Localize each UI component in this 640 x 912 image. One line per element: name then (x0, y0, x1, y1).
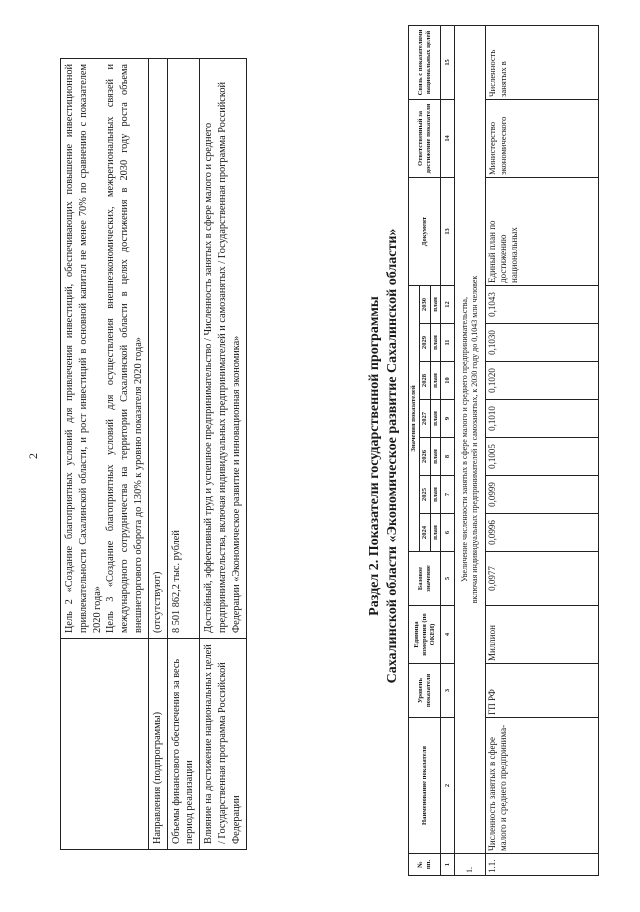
header-values-group: Значения показателей (409, 285, 420, 551)
page-number: 2 (26, 453, 40, 459)
header-level: Уровень показателя (409, 664, 441, 718)
financing-value: 8 501 862,2 тыс. рублей (167, 59, 200, 639)
section-title-line-2: Сахалинской области «Экономическое развитие Сахалинской области» (384, 228, 400, 684)
col-number: 15 (441, 25, 455, 99)
indicator-responsible: Министерство экономического (486, 99, 599, 177)
header-plan: план (430, 514, 441, 552)
header-year: 2024 (419, 514, 430, 552)
header-base: Базовое значение (409, 552, 441, 606)
subsection-text-line-2: включая индивидуальных предпринимателей и самозанятых, к 2030 году до 0,1043 млн человек (470, 275, 480, 604)
col-number: 7 (441, 476, 455, 514)
col-number: 3 (441, 664, 455, 718)
col-number: 12 (441, 285, 455, 323)
header-year: 2027 (419, 400, 430, 438)
goal-2-text: Цель 2 «Создание благоприятных условий для привлечения инвестиций, обеспечивающих повышение инвестиционной привлекательности Сахалинской области, и рост инвестиций в основной капитал не менее 70% по сравнению с показателем 2020 года» (64, 64, 103, 633)
subsection-text (455, 25, 486, 853)
indicator-row (486, 25, 599, 875)
directions-row (148, 59, 167, 850)
col-number: 8 (441, 438, 455, 476)
goals-label-cell (61, 639, 149, 850)
indicator-base: 0,0977 (486, 552, 599, 606)
financing-label: Объемы финансового обеспечения за весь период реализации (167, 639, 200, 850)
header-plan: план (430, 476, 441, 514)
indicator-value: 0,0996 (486, 514, 599, 552)
subsection-row (455, 25, 486, 875)
financing-row (167, 59, 200, 850)
header-year: 2030 (419, 285, 430, 323)
passport-table (60, 58, 247, 850)
national-goals-row (200, 59, 246, 850)
header-row-1 (409, 25, 420, 875)
column-numbers-row (441, 25, 455, 875)
col-number: 10 (441, 362, 455, 400)
header-link: Связь с показателями национальных целей (409, 25, 441, 99)
indicator-value: 0,1005 (486, 438, 599, 476)
col-number: 11 (441, 324, 455, 362)
section-title (366, 16, 401, 896)
goals-cell (61, 59, 149, 639)
header-year: 2026 (419, 438, 430, 476)
directions-label: Направления (подпрограммы) (148, 639, 167, 850)
indicator-value: 0,1030 (486, 324, 599, 362)
indicator-level: ГП РФ (486, 664, 599, 718)
indicator-num: 1.1. (486, 854, 599, 876)
directions-value: (отсутствуют) (148, 59, 167, 639)
national-goals-label: Влияние на достижение национальных целей / Государственная программа Российской Федерации (200, 639, 246, 850)
subsection-num: 1. (455, 854, 486, 876)
indicator-unit: Миллион (486, 606, 599, 664)
header-document: Документ (409, 177, 441, 285)
header-num: № пп. (409, 854, 441, 876)
col-number: 1 (441, 854, 455, 876)
indicator-link: Численность занятых в (486, 25, 599, 99)
header-plan: план (430, 362, 441, 400)
header-year: 2025 (419, 476, 430, 514)
indicator-value: 0,0999 (486, 476, 599, 514)
national-goals-value: Достойный, эффективный труд и успешное предпринимательство / Численность занятых в сфере малого и среднего предпринимательства, включая индивидуальных предпринимателей и самозанятых / Государственная программа Российской Федерации «Экономическое развитие и инновационная экономика» (200, 59, 246, 639)
indicator-value: 0,1043 (486, 285, 599, 323)
goal-3-text: Цель 3 «Создание благоприятных условий для осуществления внешнеэкономических, межрегиональных связей и международного сотрудничества на территории Сахалинской области в целях достижения в 2030 году роста объема внешнеторгового оборота до 130% к уровню показателя 2020 года» (105, 64, 144, 633)
header-name: Наименование показателя (409, 718, 441, 854)
indicator-value: 0,1020 (486, 362, 599, 400)
indicators-table (408, 25, 599, 876)
col-number: 5 (441, 552, 455, 606)
col-number: 9 (441, 400, 455, 438)
col-number: 14 (441, 99, 455, 177)
col-number: 2 (441, 718, 455, 854)
header-plan: план (430, 400, 441, 438)
header-year: 2028 (419, 362, 430, 400)
header-responsible: Ответственный за достижение показателя (409, 99, 441, 177)
header-unit: Единица измерения (по ОКЕИ) (409, 606, 441, 664)
col-number: 4 (441, 606, 455, 664)
document-page (20, 16, 620, 896)
subsection-text-line-1: Увеличение численности занятых в сфере малого и среднего предпринимательства, (460, 297, 470, 582)
indicator-value: 0,1010 (486, 400, 599, 438)
header-plan: план (430, 438, 441, 476)
header-year: 2029 (419, 324, 430, 362)
goals-row (61, 59, 149, 850)
header-plan: план (430, 285, 441, 323)
indicator-document: Единый план по достижению национальных (486, 177, 599, 285)
col-number: 6 (441, 514, 455, 552)
header-plan: план (430, 324, 441, 362)
indicator-name: Численность занятых в сфере малого и среднего предпринима- (486, 718, 599, 854)
col-number: 13 (441, 177, 455, 285)
section-title-line-1: Раздел 2. Показатели государственной программы (367, 296, 382, 616)
